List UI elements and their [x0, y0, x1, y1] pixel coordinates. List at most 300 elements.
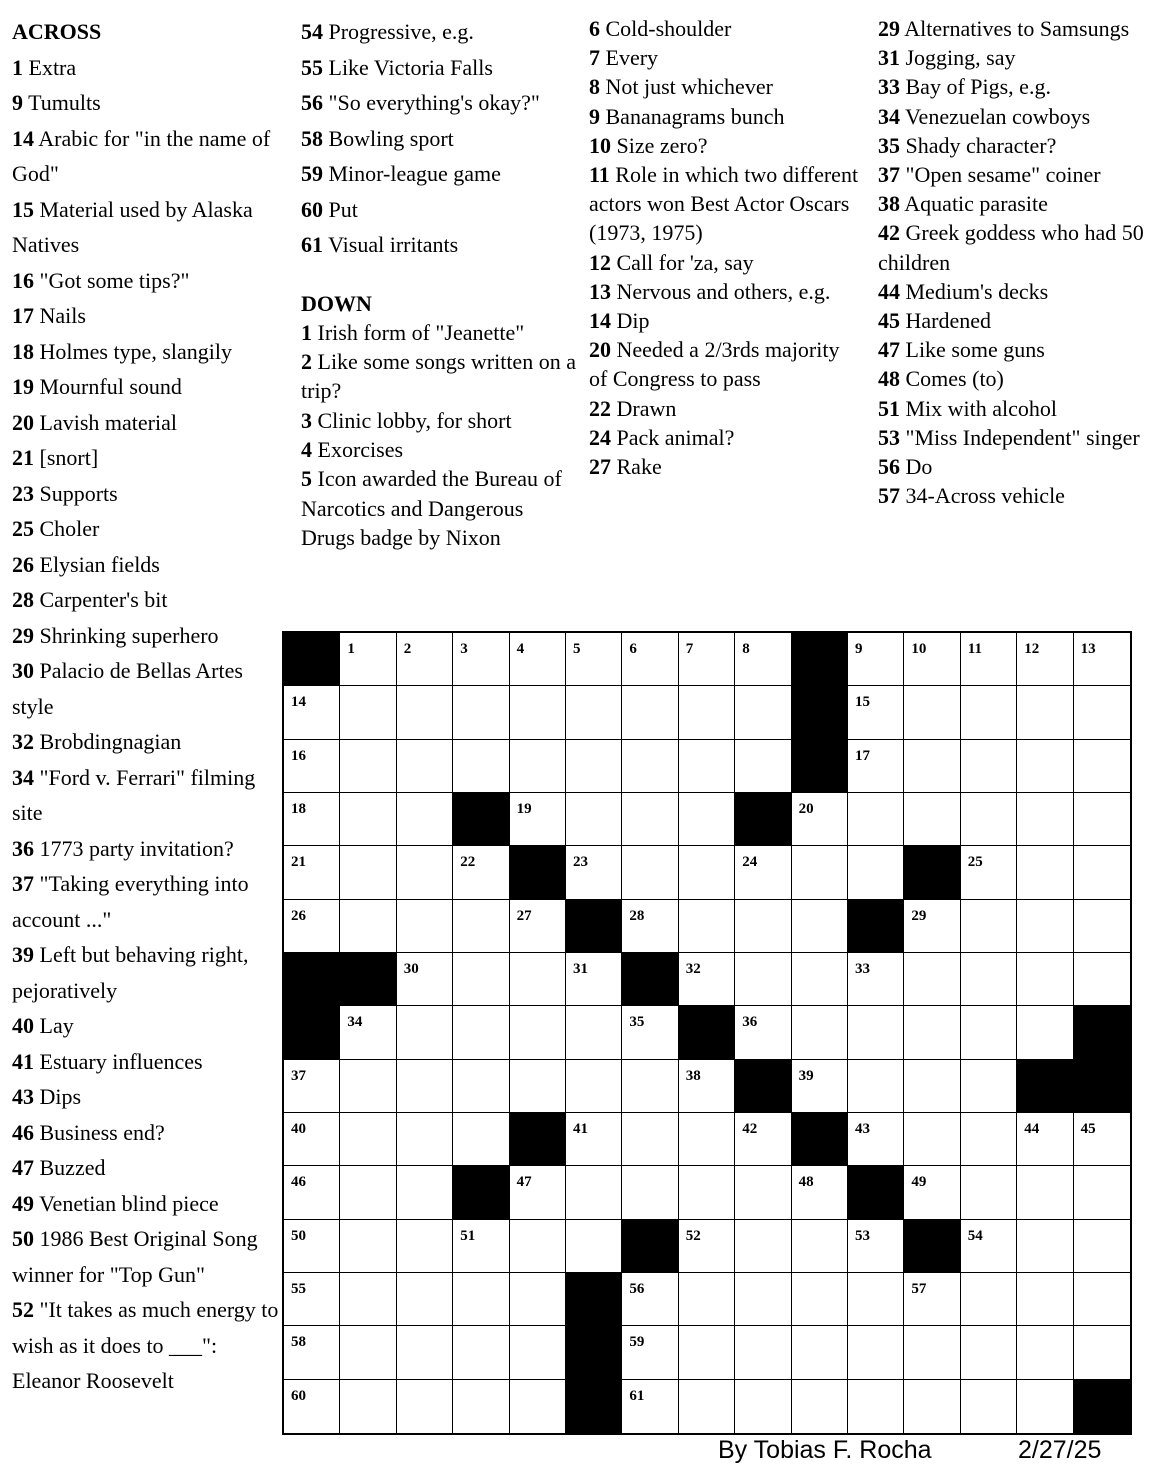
clue-text: "Taking everything into account ...": [12, 871, 249, 932]
grid-cell[interactable]: [284, 740, 340, 793]
grid-cell[interactable]: [735, 1113, 791, 1166]
black-square: [1017, 1060, 1073, 1113]
grid-cell[interactable]: [284, 1113, 340, 1166]
clue-text: Elysian fields: [34, 551, 160, 577]
grid-cell[interactable]: [622, 793, 678, 846]
grid-cell[interactable]: [792, 900, 848, 953]
clue-number: 60: [301, 196, 323, 222]
grid-cell[interactable]: [622, 1060, 678, 1113]
grid-cell[interactable]: [961, 740, 1017, 793]
grid-cell[interactable]: [792, 1273, 848, 1326]
cell-number: 41: [573, 1121, 588, 1137]
grid-cell[interactable]: [961, 1166, 1017, 1219]
clue-text: Greek goddess who had 50 children: [878, 220, 1144, 275]
grid-cell[interactable]: [284, 686, 340, 739]
clue-number: 14: [12, 125, 34, 151]
grid-cell[interactable]: [735, 1380, 791, 1433]
grid-cell[interactable]: [453, 1220, 509, 1273]
across-clue-26: [12, 547, 280, 583]
grid-cell[interactable]: [510, 740, 566, 793]
down-clue-35: [878, 131, 1148, 160]
grid-cell[interactable]: [566, 793, 622, 846]
black-square: [679, 1006, 735, 1059]
clue-number: 59: [301, 161, 323, 186]
across-clue-49: [12, 1186, 280, 1222]
grid-cell[interactable]: [904, 793, 960, 846]
cell-number: 30: [403, 961, 419, 977]
cell-number: 50: [291, 1227, 306, 1244]
grid-cell[interactable]: [961, 1113, 1017, 1166]
grid-cell[interactable]: [453, 1380, 509, 1433]
grid-cell[interactable]: [735, 1326, 791, 1379]
grid-cell[interactable]: [340, 1113, 396, 1166]
grid-cell[interactable]: [566, 1060, 622, 1113]
clue-number: 37: [878, 162, 900, 188]
grid-cell[interactable]: [1017, 633, 1073, 686]
grid-cell[interactable]: [1017, 793, 1073, 846]
grid-cell[interactable]: [397, 633, 453, 686]
grid-cell[interactable]: [848, 1326, 904, 1379]
clue-text: Exorcises: [312, 436, 404, 462]
clue-text: Extra: [23, 54, 77, 80]
grid-cell[interactable]: [510, 953, 566, 1006]
grid-cell[interactable]: [848, 1380, 904, 1433]
grid-cell[interactable]: [1074, 1273, 1130, 1326]
grid-cell[interactable]: [848, 1220, 904, 1273]
grid-cell[interactable]: [1017, 1273, 1073, 1326]
grid-cell[interactable]: [792, 846, 848, 899]
clue-number: 61: [301, 232, 323, 257]
grid-cell[interactable]: [1074, 793, 1130, 846]
clue-text: Like Victoria Falls: [323, 54, 493, 80]
grid-cell[interactable]: [904, 633, 960, 686]
grid-cell[interactable]: [1017, 1006, 1073, 1059]
across-clue-41: [12, 1044, 280, 1080]
grid-cell[interactable]: [510, 1380, 566, 1433]
grid-cell[interactable]: [397, 1380, 453, 1433]
grid-cell[interactable]: [961, 793, 1017, 846]
clue-number: 32: [12, 729, 34, 754]
grid-cell[interactable]: [679, 846, 735, 899]
black-square: [566, 1273, 622, 1326]
clue-text: Progressive, e.g.: [323, 19, 474, 44]
grid-cell[interactable]: [453, 633, 509, 686]
down-clue-56: [878, 452, 1148, 481]
grid-cell[interactable]: [679, 1113, 735, 1166]
across-clue-34: [12, 760, 280, 831]
grid-cell[interactable]: [735, 846, 791, 899]
across-clue-28: [12, 582, 280, 618]
clue-text: Put: [323, 196, 358, 222]
clue-number: 48: [878, 366, 900, 392]
grid-cell[interactable]: [904, 1166, 960, 1219]
black-square: [566, 900, 622, 953]
grid-cell[interactable]: [340, 633, 396, 686]
grid-cell[interactable]: [340, 900, 396, 953]
grid-cell[interactable]: [622, 846, 678, 899]
grid-cell[interactable]: [961, 633, 1017, 686]
grid-cell[interactable]: [1017, 1166, 1073, 1219]
clue-number: 41: [12, 1048, 34, 1074]
grid-cell[interactable]: [1017, 1326, 1073, 1379]
grid-cell[interactable]: [397, 1166, 453, 1219]
grid-cell[interactable]: [1074, 1326, 1130, 1379]
grid-cell[interactable]: [904, 1060, 960, 1113]
grid-cell[interactable]: [453, 953, 509, 1006]
grid-cell[interactable]: [340, 1006, 396, 1059]
grid-cell[interactable]: [510, 793, 566, 846]
grid-cell[interactable]: [622, 900, 678, 953]
clue-text: Choler: [34, 516, 100, 541]
grid-cell[interactable]: [510, 1166, 566, 1219]
grid-cell[interactable]: [1074, 1113, 1130, 1166]
clue-text: Palacio de Bellas Artes style: [12, 658, 243, 719]
grid-cell[interactable]: [1074, 953, 1130, 1006]
grid-cell[interactable]: [453, 1060, 509, 1113]
grid-cell[interactable]: [904, 1006, 960, 1059]
grid-cell[interactable]: [792, 793, 848, 846]
grid-cell[interactable]: [848, 686, 904, 739]
clue-text: Not just whichever: [600, 74, 773, 100]
grid-cell[interactable]: [792, 1220, 848, 1273]
grid-cell[interactable]: [961, 900, 1017, 953]
grid-cell[interactable]: [453, 1273, 509, 1326]
clue-text: Mournful sound: [34, 374, 182, 399]
grid-cell[interactable]: [284, 846, 340, 899]
grid-cell[interactable]: [735, 1220, 791, 1273]
clue-text: Venetian blind piece: [34, 1190, 219, 1216]
grid-cell[interactable]: [340, 1060, 396, 1113]
grid-cell[interactable]: [735, 633, 791, 686]
grid-cell[interactable]: [397, 1273, 453, 1326]
grid-cell[interactable]: [1017, 686, 1073, 739]
grid-cell[interactable]: [284, 793, 340, 846]
clue-number: 56: [301, 90, 323, 115]
grid-cell[interactable]: [397, 953, 453, 1006]
grid-cell[interactable]: [340, 1220, 396, 1273]
grid-cell[interactable]: [1017, 953, 1073, 1006]
grid-cell[interactable]: [566, 1006, 622, 1059]
clue-number: 52: [12, 1297, 34, 1322]
across-clue-23: [12, 476, 280, 512]
grid-cell[interactable]: [848, 1273, 904, 1326]
grid-cell[interactable]: [679, 1166, 735, 1219]
clue-text: Lavish material: [34, 409, 177, 435]
clue-text: Bay of Pigs, e.g.: [900, 74, 1051, 100]
clue-number: 42: [878, 220, 900, 246]
grid-cell[interactable]: [622, 740, 678, 793]
clue-text: Every: [600, 45, 659, 71]
black-square: [622, 1220, 678, 1273]
grid-cell[interactable]: [397, 740, 453, 793]
grid-cell[interactable]: [679, 633, 735, 686]
grid-cell[interactable]: [622, 1380, 678, 1433]
grid-cell[interactable]: [566, 633, 622, 686]
across-clue-55: [301, 50, 576, 86]
grid-cell[interactable]: [679, 1326, 735, 1379]
grid-cell[interactable]: [904, 1326, 960, 1379]
grid-cell[interactable]: [735, 1006, 791, 1059]
black-square: [792, 686, 848, 739]
down-clue-1: [301, 318, 576, 347]
down-clue-list: [301, 318, 576, 552]
grid-cell[interactable]: [904, 1273, 960, 1326]
grid-cell[interactable]: [904, 740, 960, 793]
clue-text: Left but behaving right, pejoratively: [12, 942, 249, 1003]
clue-text: Dips: [34, 1084, 82, 1109]
grid-cell[interactable]: [679, 1220, 735, 1273]
cell-number: 56: [629, 1281, 645, 1297]
grid-cell[interactable]: [622, 1326, 678, 1379]
clue-text: Tumults: [23, 90, 101, 115]
grid-cell[interactable]: [1017, 846, 1073, 899]
grid-cell[interactable]: [1017, 1380, 1073, 1433]
grid-cell[interactable]: [397, 1113, 453, 1166]
grid-cell[interactable]: [679, 953, 735, 1006]
grid-cell[interactable]: [284, 1326, 340, 1379]
grid-cell[interactable]: [510, 686, 566, 739]
grid-cell[interactable]: [1017, 900, 1073, 953]
grid-cell[interactable]: [622, 1273, 678, 1326]
grid-cell[interactable]: [453, 846, 509, 899]
down-clue-6: [589, 14, 859, 43]
grid-cell[interactable]: [679, 740, 735, 793]
grid-cell[interactable]: [735, 900, 791, 953]
grid-cell[interactable]: [961, 846, 1017, 899]
grid-cell[interactable]: [679, 900, 735, 953]
grid-cell[interactable]: [1074, 740, 1130, 793]
cell-number: 10: [911, 641, 927, 657]
grid-cell[interactable]: [453, 1006, 509, 1059]
grid-cell[interactable]: [340, 1166, 396, 1219]
grid-cell[interactable]: [340, 740, 396, 793]
grid-cell[interactable]: [961, 953, 1017, 1006]
grid-cell[interactable]: [510, 1273, 566, 1326]
black-square: [284, 633, 340, 686]
grid-cell[interactable]: [679, 686, 735, 739]
cell-number: 22: [460, 854, 476, 871]
grid-cell[interactable]: [566, 846, 622, 899]
grid-cell[interactable]: [566, 953, 622, 1006]
grid-cell[interactable]: [1074, 1220, 1130, 1273]
grid-cell[interactable]: [622, 633, 678, 686]
black-square: [792, 633, 848, 686]
grid-cell[interactable]: [340, 793, 396, 846]
cell-number: 11: [967, 641, 982, 657]
grid-cell[interactable]: [961, 1273, 1017, 1326]
clue-text: Shady character?: [900, 132, 1057, 158]
grid-cell[interactable]: [566, 1220, 622, 1273]
clue-text: Business end?: [34, 1119, 165, 1145]
across-clue-58: [301, 121, 576, 157]
cell-number: 14: [291, 694, 306, 711]
grid-cell[interactable]: [904, 953, 960, 1006]
grid-cell[interactable]: [848, 1113, 904, 1166]
down-clue-12: [589, 248, 859, 277]
grid-cell[interactable]: [340, 1326, 396, 1379]
grid-cell[interactable]: [510, 1326, 566, 1379]
grid-cell[interactable]: [566, 740, 622, 793]
grid-cell[interactable]: [340, 1273, 396, 1326]
grid-cell[interactable]: [1074, 633, 1130, 686]
black-square: [566, 1326, 622, 1379]
cell-number: 59: [629, 1334, 645, 1351]
cell-number: 27: [516, 907, 532, 924]
grid-cell[interactable]: [961, 1380, 1017, 1433]
grid-cell[interactable]: [792, 1166, 848, 1219]
cell-number: 61: [629, 1387, 645, 1404]
grid-cell[interactable]: [848, 793, 904, 846]
grid-cell[interactable]: [397, 686, 453, 739]
grid-cell[interactable]: [848, 740, 904, 793]
down-clue-48: [878, 364, 1148, 393]
grid-cell[interactable]: [622, 1166, 678, 1219]
grid-cell[interactable]: [397, 1006, 453, 1059]
cell-number: 43: [855, 1121, 870, 1137]
grid-cell[interactable]: [566, 1166, 622, 1219]
grid-cell[interactable]: [284, 1220, 340, 1273]
clue-text: "Got some tips?": [34, 267, 190, 293]
clue-number: 57: [878, 483, 900, 509]
clue-number: 5: [301, 466, 312, 492]
across-clue-16: [12, 263, 280, 299]
grid-cell[interactable]: [1017, 1113, 1073, 1166]
clue-number: 33: [878, 74, 900, 100]
down-clue-47: [878, 335, 1148, 364]
grid-cell[interactable]: [284, 1273, 340, 1326]
across-clue-46: [12, 1115, 280, 1151]
across-heading: ACROSS: [12, 19, 102, 44]
grid-cell[interactable]: [792, 1060, 848, 1113]
grid-cell[interactable]: [397, 846, 453, 899]
grid-cell[interactable]: [848, 1060, 904, 1113]
clue-text: Pack animal?: [611, 424, 735, 450]
clue-number: 9: [12, 90, 23, 115]
cell-number: 33: [855, 961, 870, 977]
clue-text: Drawn: [611, 395, 677, 421]
grid-cell[interactable]: [397, 900, 453, 953]
grid-cell[interactable]: [510, 1220, 566, 1273]
grid-cell[interactable]: [792, 1326, 848, 1379]
down-clue-57: [878, 481, 1148, 510]
grid-cell[interactable]: [904, 1380, 960, 1433]
grid-cell[interactable]: [735, 1166, 791, 1219]
grid-cell[interactable]: [1017, 1220, 1073, 1273]
grid-cell[interactable]: [340, 686, 396, 739]
grid-cell[interactable]: [1074, 900, 1130, 953]
black-square: [848, 1166, 904, 1219]
grid-cell[interactable]: [340, 1380, 396, 1433]
grid-cell[interactable]: [904, 900, 960, 953]
grid-cell[interactable]: [1074, 686, 1130, 739]
grid-cell[interactable]: [397, 793, 453, 846]
grid-cell[interactable]: [904, 1113, 960, 1166]
grid-cell[interactable]: [510, 1060, 566, 1113]
cell-number: 26: [291, 907, 306, 924]
clue-number: 27: [589, 454, 611, 480]
grid-cell[interactable]: [284, 1060, 340, 1113]
grid-cell[interactable]: [848, 1006, 904, 1059]
down-clue-8: [589, 72, 859, 101]
clue-number: 4: [301, 436, 312, 462]
grid-cell[interactable]: [961, 1006, 1017, 1059]
grid-cell[interactable]: [397, 1220, 453, 1273]
down-clue-9: [589, 102, 859, 131]
grid-cell[interactable]: [848, 633, 904, 686]
grid-cell[interactable]: [679, 1060, 735, 1113]
black-square: [735, 793, 791, 846]
grid-cell[interactable]: [284, 1380, 340, 1433]
clue-number: 12: [589, 249, 611, 275]
clue-number: 29: [12, 622, 34, 648]
grid-cell[interactable]: [848, 846, 904, 899]
clue-text: 1773 party invitation?: [34, 835, 234, 861]
grid-cell[interactable]: [961, 1220, 1017, 1273]
grid-cell[interactable]: [510, 1006, 566, 1059]
cell-number: 53: [855, 1227, 870, 1244]
grid-cell[interactable]: [397, 1326, 453, 1379]
grid-cell[interactable]: [453, 1326, 509, 1379]
grid-cell[interactable]: [453, 686, 509, 739]
across-clue-1: [12, 50, 280, 86]
grid-cell[interactable]: [510, 633, 566, 686]
grid-cell[interactable]: [679, 1380, 735, 1433]
grid-cell[interactable]: [904, 686, 960, 739]
down-clue-42: [878, 218, 1148, 276]
black-square: [904, 1220, 960, 1273]
grid-cell[interactable]: [622, 1006, 678, 1059]
grid-cell[interactable]: [622, 686, 678, 739]
grid-cell[interactable]: [961, 1060, 1017, 1113]
grid-cell[interactable]: [1074, 1166, 1130, 1219]
grid-cell[interactable]: [961, 686, 1017, 739]
cell-number: 15: [855, 694, 870, 711]
grid-cell[interactable]: [961, 1326, 1017, 1379]
clue-number: 37: [12, 871, 34, 896]
grid-cell[interactable]: [566, 1113, 622, 1166]
grid-cell[interactable]: [792, 1380, 848, 1433]
grid-cell[interactable]: [510, 900, 566, 953]
grid-cell[interactable]: [453, 740, 509, 793]
grid-cell[interactable]: [848, 953, 904, 1006]
grid-cell[interactable]: [284, 1166, 340, 1219]
cell-number: 12: [1024, 641, 1040, 657]
grid-cell[interactable]: [679, 793, 735, 846]
cell-number: 31: [573, 961, 588, 977]
grid-cell[interactable]: [397, 1060, 453, 1113]
grid-cell[interactable]: [566, 686, 622, 739]
grid-cell[interactable]: [340, 846, 396, 899]
clue-text: Brobdingnagian: [34, 729, 182, 754]
grid-cell[interactable]: [735, 1273, 791, 1326]
grid-cell[interactable]: [735, 686, 791, 739]
clue-number: 23: [12, 480, 34, 506]
grid-cell[interactable]: [622, 1113, 678, 1166]
clue-number: 28: [12, 587, 34, 612]
grid-cell[interactable]: [1017, 740, 1073, 793]
grid-cell[interactable]: [284, 900, 340, 953]
grid-cell[interactable]: [453, 900, 509, 953]
down-clue-7: [589, 43, 859, 72]
grid-cell[interactable]: [792, 1006, 848, 1059]
grid-cell[interactable]: [735, 740, 791, 793]
down-clue-44: [878, 277, 1148, 306]
grid-cell[interactable]: [679, 1273, 735, 1326]
grid-cell[interactable]: [453, 1113, 509, 1166]
grid-cell[interactable]: [735, 953, 791, 1006]
grid-cell[interactable]: [792, 953, 848, 1006]
grid-cell[interactable]: [1074, 846, 1130, 899]
